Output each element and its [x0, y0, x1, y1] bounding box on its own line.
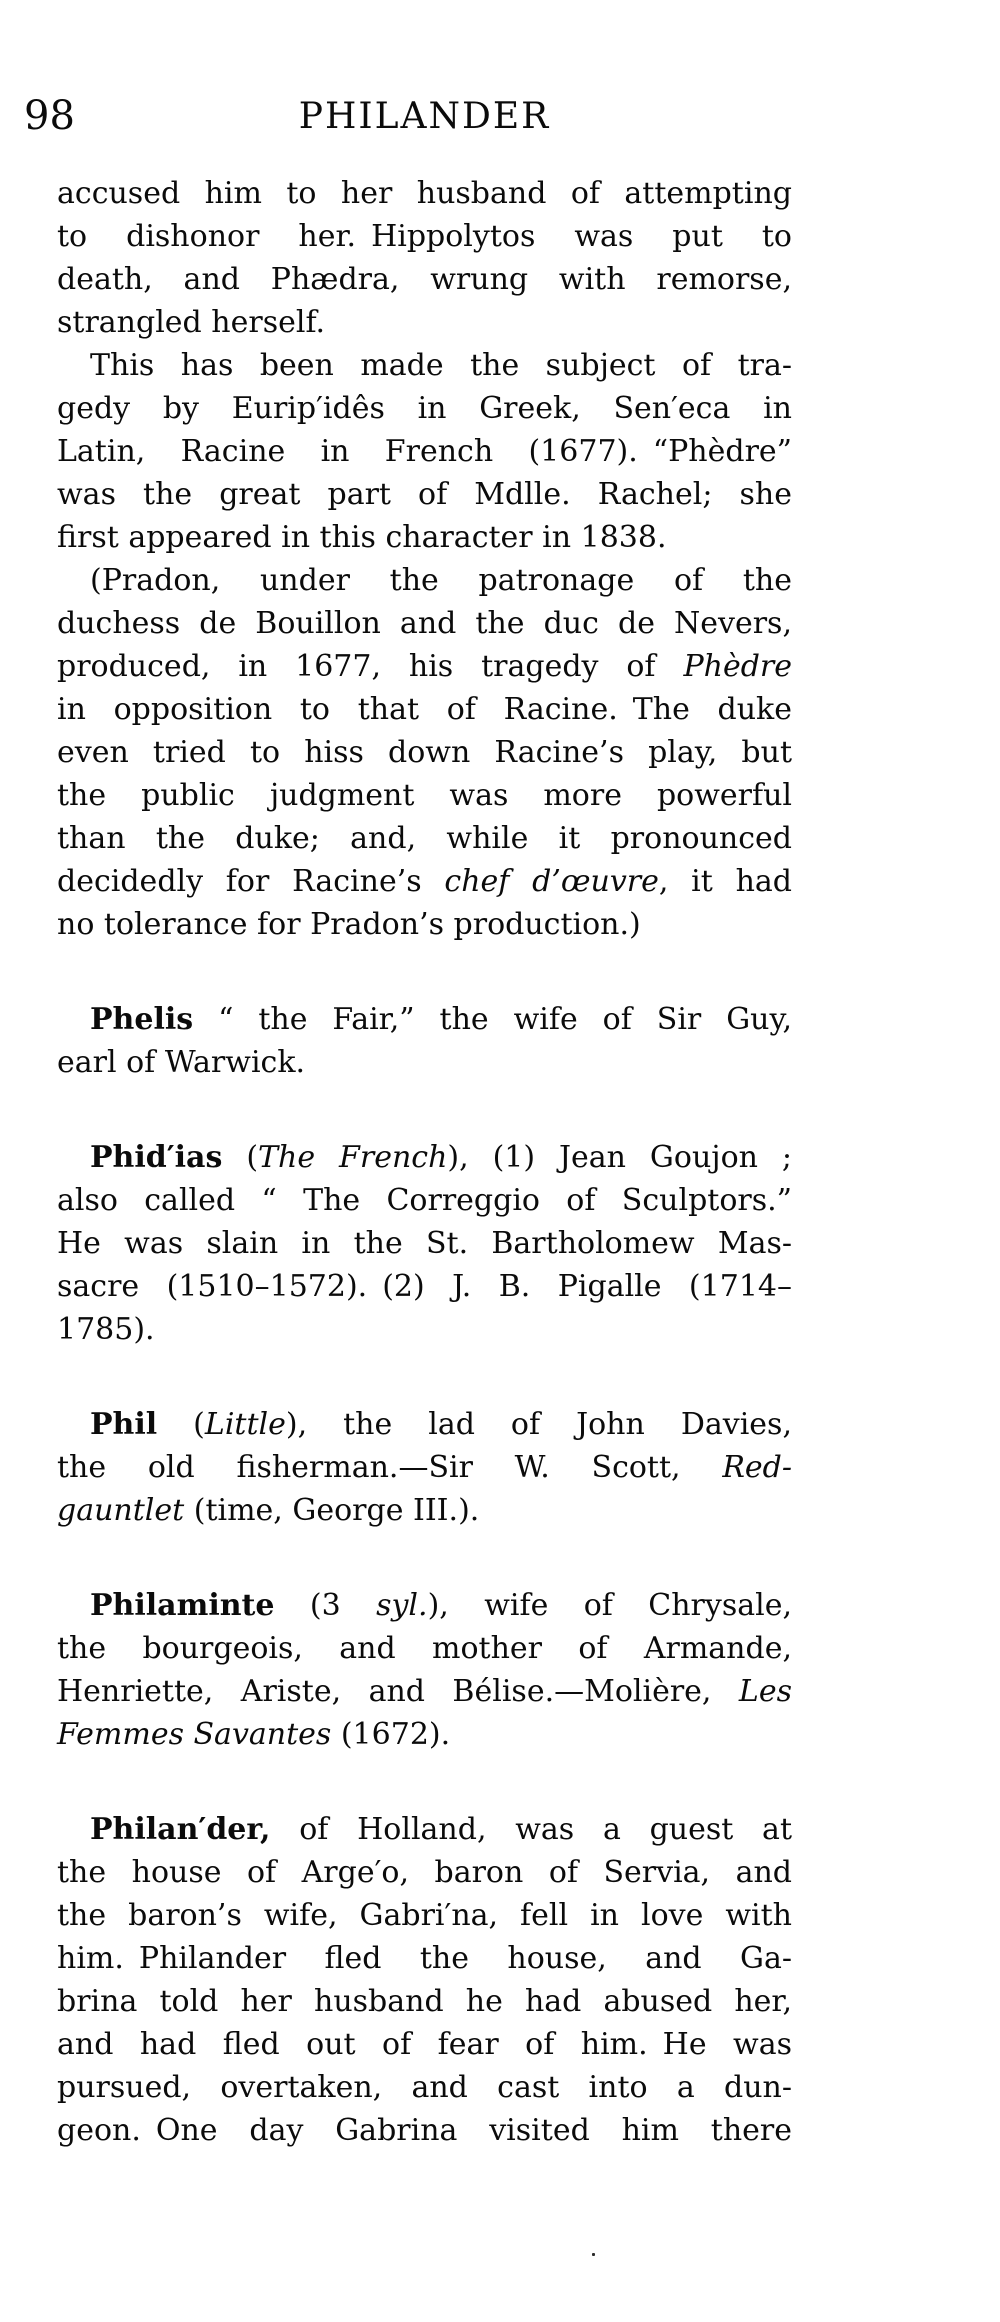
- text-segment: of Holland, was a guest at: [270, 1812, 792, 1847]
- text-segment: in opposition to that of Racine. The duke: [57, 692, 792, 727]
- text-segment: duchess de Bouillon and the duc de Nevers,: [57, 606, 792, 641]
- text-line: [57, 1894, 792, 1937]
- paragraph-phaedra-continuation: [57, 172, 792, 344]
- text-segment: even tried to hiss down Racine’s play, but: [57, 735, 792, 770]
- text-segment: geon. One day Gabrina visited him there: [57, 2113, 792, 2148]
- text-line: [57, 1136, 792, 1179]
- page-number: 98: [24, 93, 75, 139]
- text-line: [57, 860, 792, 903]
- text-segment: This has been made the subject of tra-: [90, 348, 792, 383]
- text-segment: (1672).: [331, 1717, 451, 1752]
- text-segment: (: [222, 1140, 259, 1175]
- text-segment: (time, George III.).: [184, 1493, 480, 1528]
- italic-text: Les: [738, 1674, 792, 1709]
- text-line: [57, 301, 792, 344]
- paragraph-pradon-note: [57, 559, 792, 946]
- text-line: [57, 2109, 792, 2152]
- text-segment: brina told her husband he had abused her,: [57, 1984, 792, 2019]
- text-segment: accused him to her husband of attempting: [57, 176, 792, 211]
- text-line: [57, 1851, 792, 1894]
- text-line: [57, 1713, 792, 1756]
- text-segment: (Pradon, under the patronage of the: [90, 563, 792, 598]
- text-segment: ), wife of Chrysale,: [427, 1588, 792, 1623]
- text-line: [57, 172, 792, 215]
- text-line: [57, 1489, 792, 1532]
- text-line: [57, 2066, 792, 2109]
- text-segment: death, and Phædra, wrung with remorse,: [57, 262, 792, 297]
- text-line: [57, 1446, 792, 1489]
- text-segment: than the duke; and, while it pronounced: [57, 821, 792, 856]
- text-segment: strangled herself.: [57, 305, 326, 340]
- text-line: [57, 602, 792, 645]
- text-segment: decidedly for Racine’s: [57, 864, 445, 899]
- italic-text: Phèdre: [683, 649, 792, 684]
- text-segment: first appeared in this character in 1838.: [57, 520, 667, 555]
- text-line: [57, 1584, 792, 1627]
- text-line: [57, 215, 792, 258]
- text-segment: no tolerance for Pradon’s production.): [57, 907, 641, 942]
- text-line: [57, 731, 792, 774]
- text-line: [57, 645, 792, 688]
- text-segment: ), the lad of John Davies,: [285, 1407, 792, 1442]
- text-line: [57, 1627, 792, 1670]
- running-head-title: PHILANDER: [298, 96, 551, 137]
- text-segment: He was slain in the St. Bartholomew Mas-: [57, 1226, 792, 1261]
- text-segment: was the great part of Mdlle. Rachel; she: [57, 477, 792, 512]
- entry-headword: Phelis: [90, 1002, 194, 1037]
- italic-text: The French: [258, 1140, 448, 1175]
- italic-text: gauntlet: [57, 1493, 185, 1528]
- text-segment: and had fled out of fear of him. He was: [57, 2027, 792, 2062]
- text-segment: Latin, Racine in French (1677). “Phèdre”: [57, 434, 792, 469]
- text-line: [57, 344, 792, 387]
- text-line: [57, 1222, 792, 1265]
- text-segment: the baron’s wife, Gabri′na, fell in love with: [57, 1898, 792, 1933]
- entry-phil: [57, 1403, 792, 1532]
- entry-phidias: [57, 1136, 792, 1351]
- paragraph-tragedy-history: [57, 344, 792, 559]
- text-segment: also called “ The Correggio of Sculptors.”: [57, 1183, 792, 1218]
- entry-philaminte: [57, 1584, 792, 1756]
- italic-text: Little: [204, 1407, 286, 1442]
- text-line: [57, 1808, 792, 1851]
- italic-text: Femmes Savantes: [57, 1717, 332, 1752]
- text-segment: earl of Warwick.: [57, 1045, 306, 1080]
- entry-headword: Philaminte: [90, 1588, 275, 1623]
- text-segment: pursued, overtaken, and cast into a dun-: [57, 2070, 792, 2105]
- page-body: [57, 172, 792, 2152]
- text-line: [57, 473, 792, 516]
- text-line: [57, 817, 792, 860]
- text-line: [57, 903, 792, 946]
- text-segment: produced, in 1677, his tragedy of: [57, 649, 684, 684]
- text-line: [57, 430, 792, 473]
- text-segment: to dishonor her. Hippolytos was put to: [57, 219, 792, 254]
- text-segment: (3: [274, 1588, 377, 1623]
- text-segment: the public judgment was more powerful: [57, 778, 792, 813]
- text-segment: 1785).: [57, 1312, 155, 1347]
- text-line: [57, 1265, 792, 1308]
- italic-text: syl.: [376, 1588, 428, 1623]
- text-segment: , it had: [658, 864, 792, 899]
- entry-headword: Philan′der,: [90, 1812, 271, 1847]
- scan-speck-artifact: [592, 2253, 595, 2256]
- text-line: [57, 774, 792, 817]
- entry-phelis: [57, 998, 792, 1084]
- text-line: [57, 998, 792, 1041]
- text-line: [57, 516, 792, 559]
- text-line: [57, 1403, 792, 1446]
- text-segment: “ the Fair,” the wife of Sir Guy,: [193, 1002, 792, 1037]
- entry-philander: [57, 1808, 792, 2152]
- entry-headword: Phid′ias: [90, 1140, 223, 1175]
- text-line: [57, 1179, 792, 1222]
- text-segment: gedy by Eurip′idês in Greek, Sen′eca in: [57, 391, 792, 426]
- text-line: [57, 688, 792, 731]
- text-segment: the bourgeois, and mother of Armande,: [57, 1631, 792, 1666]
- text-segment: sacre (1510–1572). (2) J. B. Pigalle (1714–: [57, 1269, 792, 1304]
- text-segment: the house of Arge′o, baron of Servia, and: [57, 1855, 792, 1890]
- italic-text: chef d’œuvre: [444, 864, 659, 899]
- text-line: [57, 1937, 792, 1980]
- text-segment: (: [157, 1407, 205, 1442]
- entry-headword: Phil: [90, 1407, 158, 1442]
- text-line: [57, 559, 792, 602]
- text-segment: Henriette, Ariste, and Bélise.—Molière,: [57, 1674, 739, 1709]
- text-segment: ), (1) Jean Goujon ;: [447, 1140, 792, 1175]
- text-line: [57, 2023, 792, 2066]
- text-line: [57, 1041, 792, 1084]
- text-segment: the old fisherman.—Sir W. Scott,: [57, 1450, 723, 1485]
- text-line: [57, 387, 792, 430]
- text-line: [57, 1670, 792, 1713]
- text-line: [57, 1308, 792, 1351]
- text-line: [57, 258, 792, 301]
- italic-text: Red-: [722, 1450, 792, 1485]
- text-line: [57, 1980, 792, 2023]
- text-segment: him. Philander fled the house, and Ga-: [57, 1941, 792, 1976]
